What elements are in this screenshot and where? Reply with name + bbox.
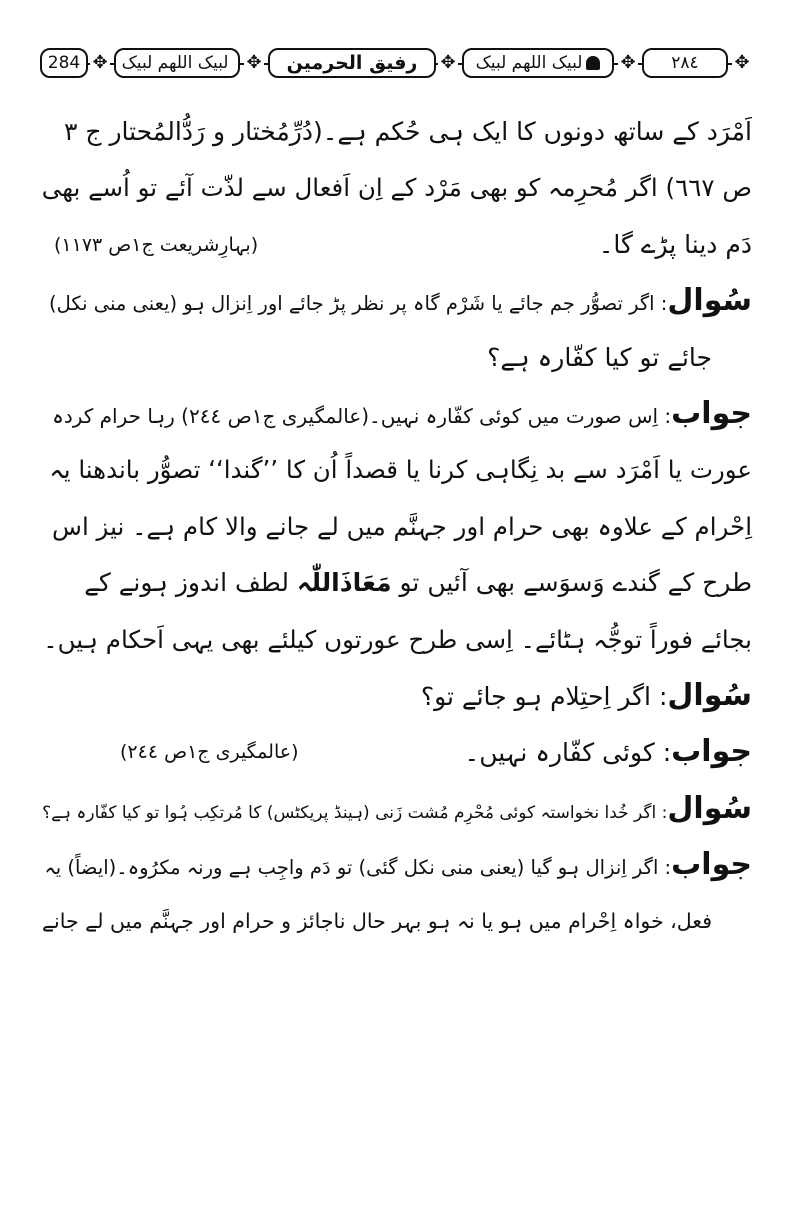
bold-phrase: مَعَاذَاللّٰہ bbox=[296, 568, 392, 598]
reference-citation: (بہارِشریعت ج۱ص ۱۱۷۳) bbox=[54, 233, 259, 256]
page-body bbox=[40, 104, 752, 950]
page-header bbox=[40, 44, 752, 84]
question-label: سُوال bbox=[667, 283, 752, 319]
ornament-icon: ✥ bbox=[618, 53, 638, 73]
ornament-icon: ✥ bbox=[90, 53, 110, 73]
text-line: جائے تو کیا کفّارہ ہے؟ bbox=[487, 342, 712, 372]
answer-line: جواب: کوئی کفّارہ نہیں۔ (عالمگیری ج۱ص ۲٤٤) bbox=[40, 724, 752, 780]
text-line: طرح کے گندے وَسوَسے بھی آئیں تو مَعَاذَاللّٰہ لطف اندوز ہونے کے bbox=[84, 568, 752, 598]
question-line: سُوال: اگر تصوُّر جم جائے یا شَرْم گاہ پر نظر پڑ جائے اور اِنزال ہو (یعنی منی نکل) bbox=[48, 283, 752, 319]
ornament-icon: ✥ bbox=[732, 53, 752, 73]
question-label: سُوال bbox=[667, 677, 752, 713]
text-line: عورت یا اَمْرَد سے بد نِگاہی کرنا یا قصداً اُن کا ’’گندا‘‘ تصوُّر باندھنا یہ bbox=[49, 455, 752, 485]
question-label: سُوال bbox=[667, 790, 752, 826]
reference-citation: (عالمگیری ج۱ص ۲٤٤) bbox=[120, 741, 299, 764]
ornament-icon: ✥ bbox=[438, 53, 458, 73]
answer-label: جواب bbox=[671, 847, 752, 883]
text-line: فعل، خواہ اِحْرام میں ہو یا نہ ہو بہر حال ناجائز و حرام اور جہنَّم میں لے جانے bbox=[42, 909, 712, 934]
answer-line: جواب: اِس صورت میں کوئی کفّارہ نہیں۔(عالمگیری ج۱ص ۲٤٤) رہا حرام کردہ bbox=[52, 395, 752, 431]
page-number-urdu: ۲۸٤ bbox=[642, 48, 728, 78]
labbaik-box-right: لبیک اللھم لبیک bbox=[462, 48, 614, 78]
question-line: سُوال: اگر خُدا نخواستہ کوئی مُحْرِم مُشت زَنی (ہینڈ پریکٹس) کا مُرتکِب ہُوا تو کیا کفّارہ ہے؟ bbox=[42, 790, 752, 826]
text-line: ص ٦٦٧) اگر مُحرِمہ کو بھی مَرْد کے اِن اَفعال سے لذّت آئے تو اُسے بھی bbox=[41, 173, 752, 203]
dome-icon bbox=[586, 56, 600, 70]
book-title-box bbox=[268, 48, 436, 78]
book-title: رفیق الحرمین bbox=[286, 52, 418, 74]
ornament-icon: ✥ bbox=[244, 53, 264, 73]
text-line: دَم دینا پڑے گا۔ (بہارِشریعت ج۱ص ۱۱۷۳) bbox=[40, 217, 752, 273]
text-line: اَمْرَد کے ساتھ دونوں کا ایک ہی حُکم ہے۔(دُرِّمُختار و رَدُّالمُحتار ج ۳ bbox=[63, 117, 752, 146]
question-line: سُوال: اگر اِحتِلام ہو جائے تو؟ bbox=[420, 677, 752, 713]
answer-label: جواب bbox=[671, 395, 752, 431]
answer-line: جواب: اگر اِنزال ہو گیا (یعنی منی نکل گئی) تو دَم واجِب ہے ورنہ مکرُوہ۔(ایضاً) یہ bbox=[44, 847, 752, 883]
page-number-latin: 284 bbox=[40, 48, 88, 78]
labbaik-box-left: لبیک اللھم لبیک bbox=[114, 48, 240, 78]
text-line: بجائے فوراً توجُّہ ہٹائے۔ اِسی طرح عورتوں کیلئے بھی یہی اَحکام ہیں۔ bbox=[43, 624, 752, 654]
answer-label: جواب bbox=[671, 734, 752, 770]
text-line: اِحْرام کے علاوہ بھی حرام اور جہنَّم میں لے جانے والا کام ہے۔ نیز اس bbox=[52, 511, 752, 541]
